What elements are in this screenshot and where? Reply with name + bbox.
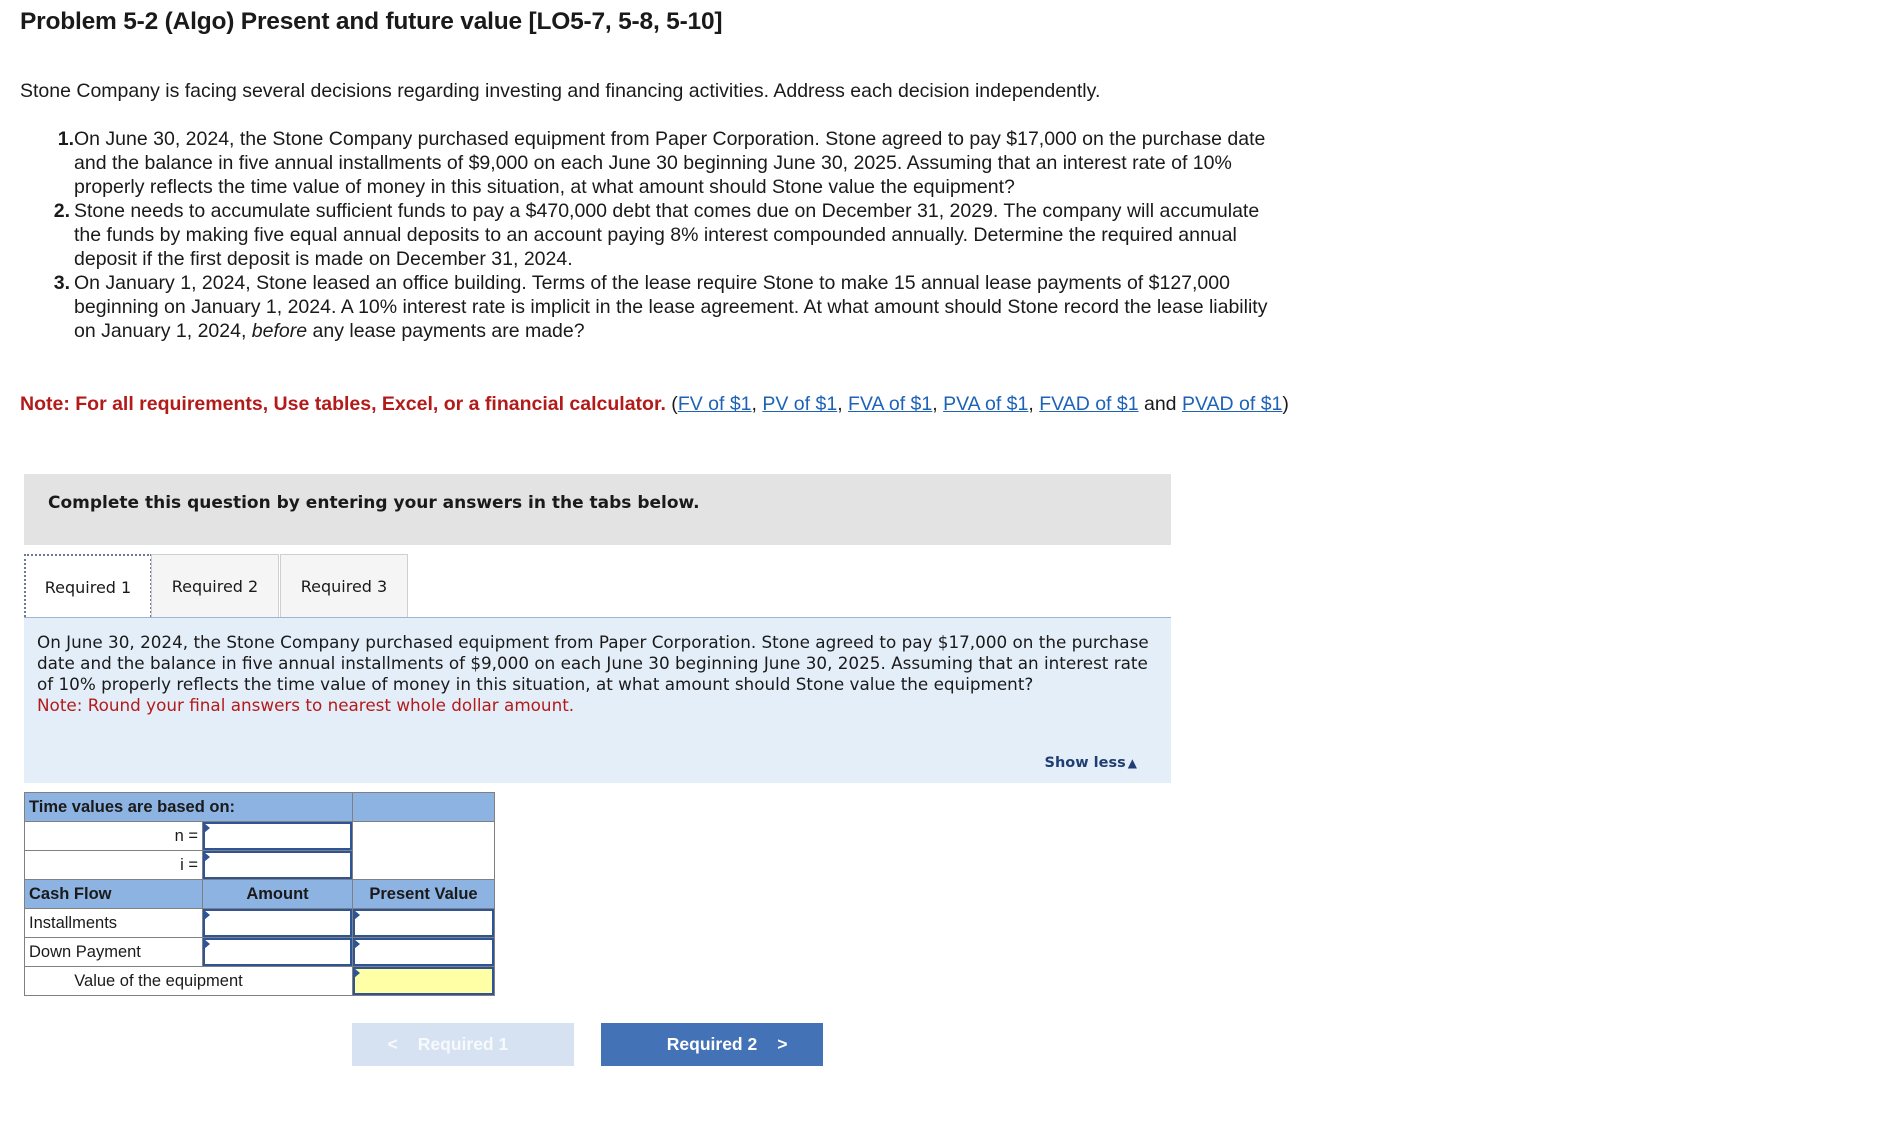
link-pv-of-1[interactable]: PV of $1: [762, 393, 838, 415]
column-header-amount: Amount: [203, 880, 353, 909]
installments-amount-input[interactable]: [203, 909, 352, 937]
requirement-text-part: On January 1, 2024, Stone leased an office building. Terms of the lease require Stone to make 15 annual lease payments of $127,000 beginning on January 1, 2024. A 10% interest rate is implicit in the lease agreement. At what amount should Stone record the lease liability on January 1, 2024,: [74, 272, 1268, 342]
requirement-item: [20, 199, 1290, 271]
requirement-text: [74, 272, 1267, 342]
column-header-present-value: Present Value: [353, 880, 495, 909]
row-label-installments: Installments: [25, 909, 203, 938]
chevron-left-icon: <: [387, 1034, 398, 1054]
n-input[interactable]: [203, 822, 352, 850]
previous-button[interactable]: [352, 1023, 574, 1066]
note-and: and: [1138, 393, 1182, 415]
input-marker-icon: [354, 939, 360, 949]
value-of-equipment-input[interactable]: [353, 967, 494, 995]
column-header-cash-flow: Cash Flow: [25, 880, 203, 909]
show-less-label: Show less: [1044, 755, 1126, 771]
input-marker-icon: [204, 939, 210, 949]
input-marker-icon: [354, 968, 360, 978]
link-pva-of-1[interactable]: PVA of $1: [943, 393, 1029, 415]
note-paren: ): [1282, 393, 1289, 415]
blank-cell: [353, 822, 495, 880]
down-payment-amount-cell: [203, 938, 353, 967]
table-header-time-values: Time values are based on:: [25, 793, 353, 822]
question-body: On June 30, 2024, the Stone Company purchased equipment from Paper Corporation. Stone agreed to pay $17,000 on the purchase date and the balance in five annual installments of $9,000 on each June 30 beginning June 30, 2025. Assuming that an interest rate of 10% properly reflects the time value of money in this situation, at what amount should Stone value the equipment?: [37, 632, 1149, 694]
row-label-down-payment: Down Payment: [25, 938, 203, 967]
requirement-item: [20, 127, 1290, 199]
installments-amount-cell: [203, 909, 353, 938]
note-separator: ,: [1028, 393, 1040, 415]
show-less-toggle[interactable]: [1045, 755, 1137, 771]
requirement-number: 3.: [53, 272, 70, 294]
requirement-number: 2.: [53, 200, 70, 222]
row-label-value-of-equipment: Value of the equipment: [25, 967, 353, 996]
requirement-item: [20, 271, 1290, 343]
requirement-text: Stone needs to accumulate sufficient funds to pay a $470,000 debt that comes due on December 31, 2029. The company will accumulate the funds by making five equal annual deposits to an account paying 8% interest compounded annually. Determine the required annual deposit if the first deposit is made on December 31, 2024.: [74, 200, 1260, 270]
tab-required-1[interactable]: Required 1: [24, 554, 152, 617]
intro-text: Stone Company is facing several decisions regarding investing and financing activities. Address each decision independently.: [20, 80, 1101, 102]
i-input[interactable]: [203, 851, 352, 879]
time-values-table: [24, 792, 495, 996]
triangle-up-icon: ▲: [1127, 756, 1137, 770]
note-separator: ,: [932, 393, 944, 415]
page-title: Problem 5-2 (Algo) Present and future value [LO5-7, 5-8, 5-10]: [20, 8, 723, 35]
previous-button-label: Required 1: [417, 1034, 509, 1054]
link-pvad-of-1[interactable]: PVAD of $1: [1181, 393, 1283, 415]
n-input-cell: [203, 822, 353, 851]
input-marker-icon: [204, 823, 210, 833]
value-of-equipment-cell: [353, 967, 495, 996]
installments-pv-cell: [353, 909, 495, 938]
requirement-text-emphasis: before: [251, 320, 308, 342]
link-fv-of-1[interactable]: FV of $1: [677, 393, 752, 415]
next-button-label: Required 2: [666, 1034, 758, 1054]
table-row: [25, 909, 495, 938]
requirement-text: On June 30, 2024, the Stone Company purchased equipment from Paper Corporation. Stone agreed to pay $17,000 on the purchase date and the balance in five annual installments of $9,000 on each June 30 beginning June 30, 2025. Assuming that an interest rate of 10% properly reflects the time value of money in this situation, at what amount should Stone value the equipment?: [74, 128, 1266, 198]
table-row: [25, 967, 495, 996]
chevron-right-icon: >: [777, 1034, 788, 1054]
i-input-cell: [203, 851, 353, 880]
tab-required-3[interactable]: Required 3: [280, 554, 408, 617]
installments-present-value-input[interactable]: [353, 909, 494, 937]
note-label: Note: For all requirements, Use tables, Excel, or a financial calculator.: [20, 393, 666, 415]
table-header-blank: [353, 793, 495, 822]
next-button[interactable]: [601, 1023, 823, 1066]
requirement-text-part: any lease payments are made?: [307, 320, 585, 342]
question-text: [37, 632, 1157, 716]
table-row: [25, 938, 495, 967]
link-fva-of-1[interactable]: FVA of $1: [848, 393, 933, 415]
n-label: n =: [25, 822, 203, 851]
question-panel: [24, 618, 1171, 783]
input-marker-icon: [354, 910, 360, 920]
requirement-number: 1.: [57, 128, 74, 150]
note-paren: (: [665, 393, 678, 415]
down-payment-amount-input[interactable]: [203, 938, 352, 966]
input-marker-icon: [204, 910, 210, 920]
link-fvad-of-1[interactable]: FVAD of $1: [1039, 393, 1139, 415]
tab-required-2[interactable]: Required 2: [151, 554, 279, 617]
question-note: Note: Round your final answers to nearest whole dollar amount.: [37, 695, 575, 715]
requirements-list: [20, 127, 1290, 343]
down-payment-present-value-input[interactable]: [353, 938, 494, 966]
note-separator: ,: [751, 393, 763, 415]
down-payment-pv-cell: [353, 938, 495, 967]
input-marker-icon: [204, 852, 210, 862]
i-label: i =: [25, 851, 203, 880]
note-separator: ,: [837, 393, 849, 415]
instructions-text: Complete this question by entering your answers in the tabs below.: [48, 493, 700, 513]
note-line: [20, 392, 1310, 416]
instructions-banner: [24, 474, 1171, 545]
